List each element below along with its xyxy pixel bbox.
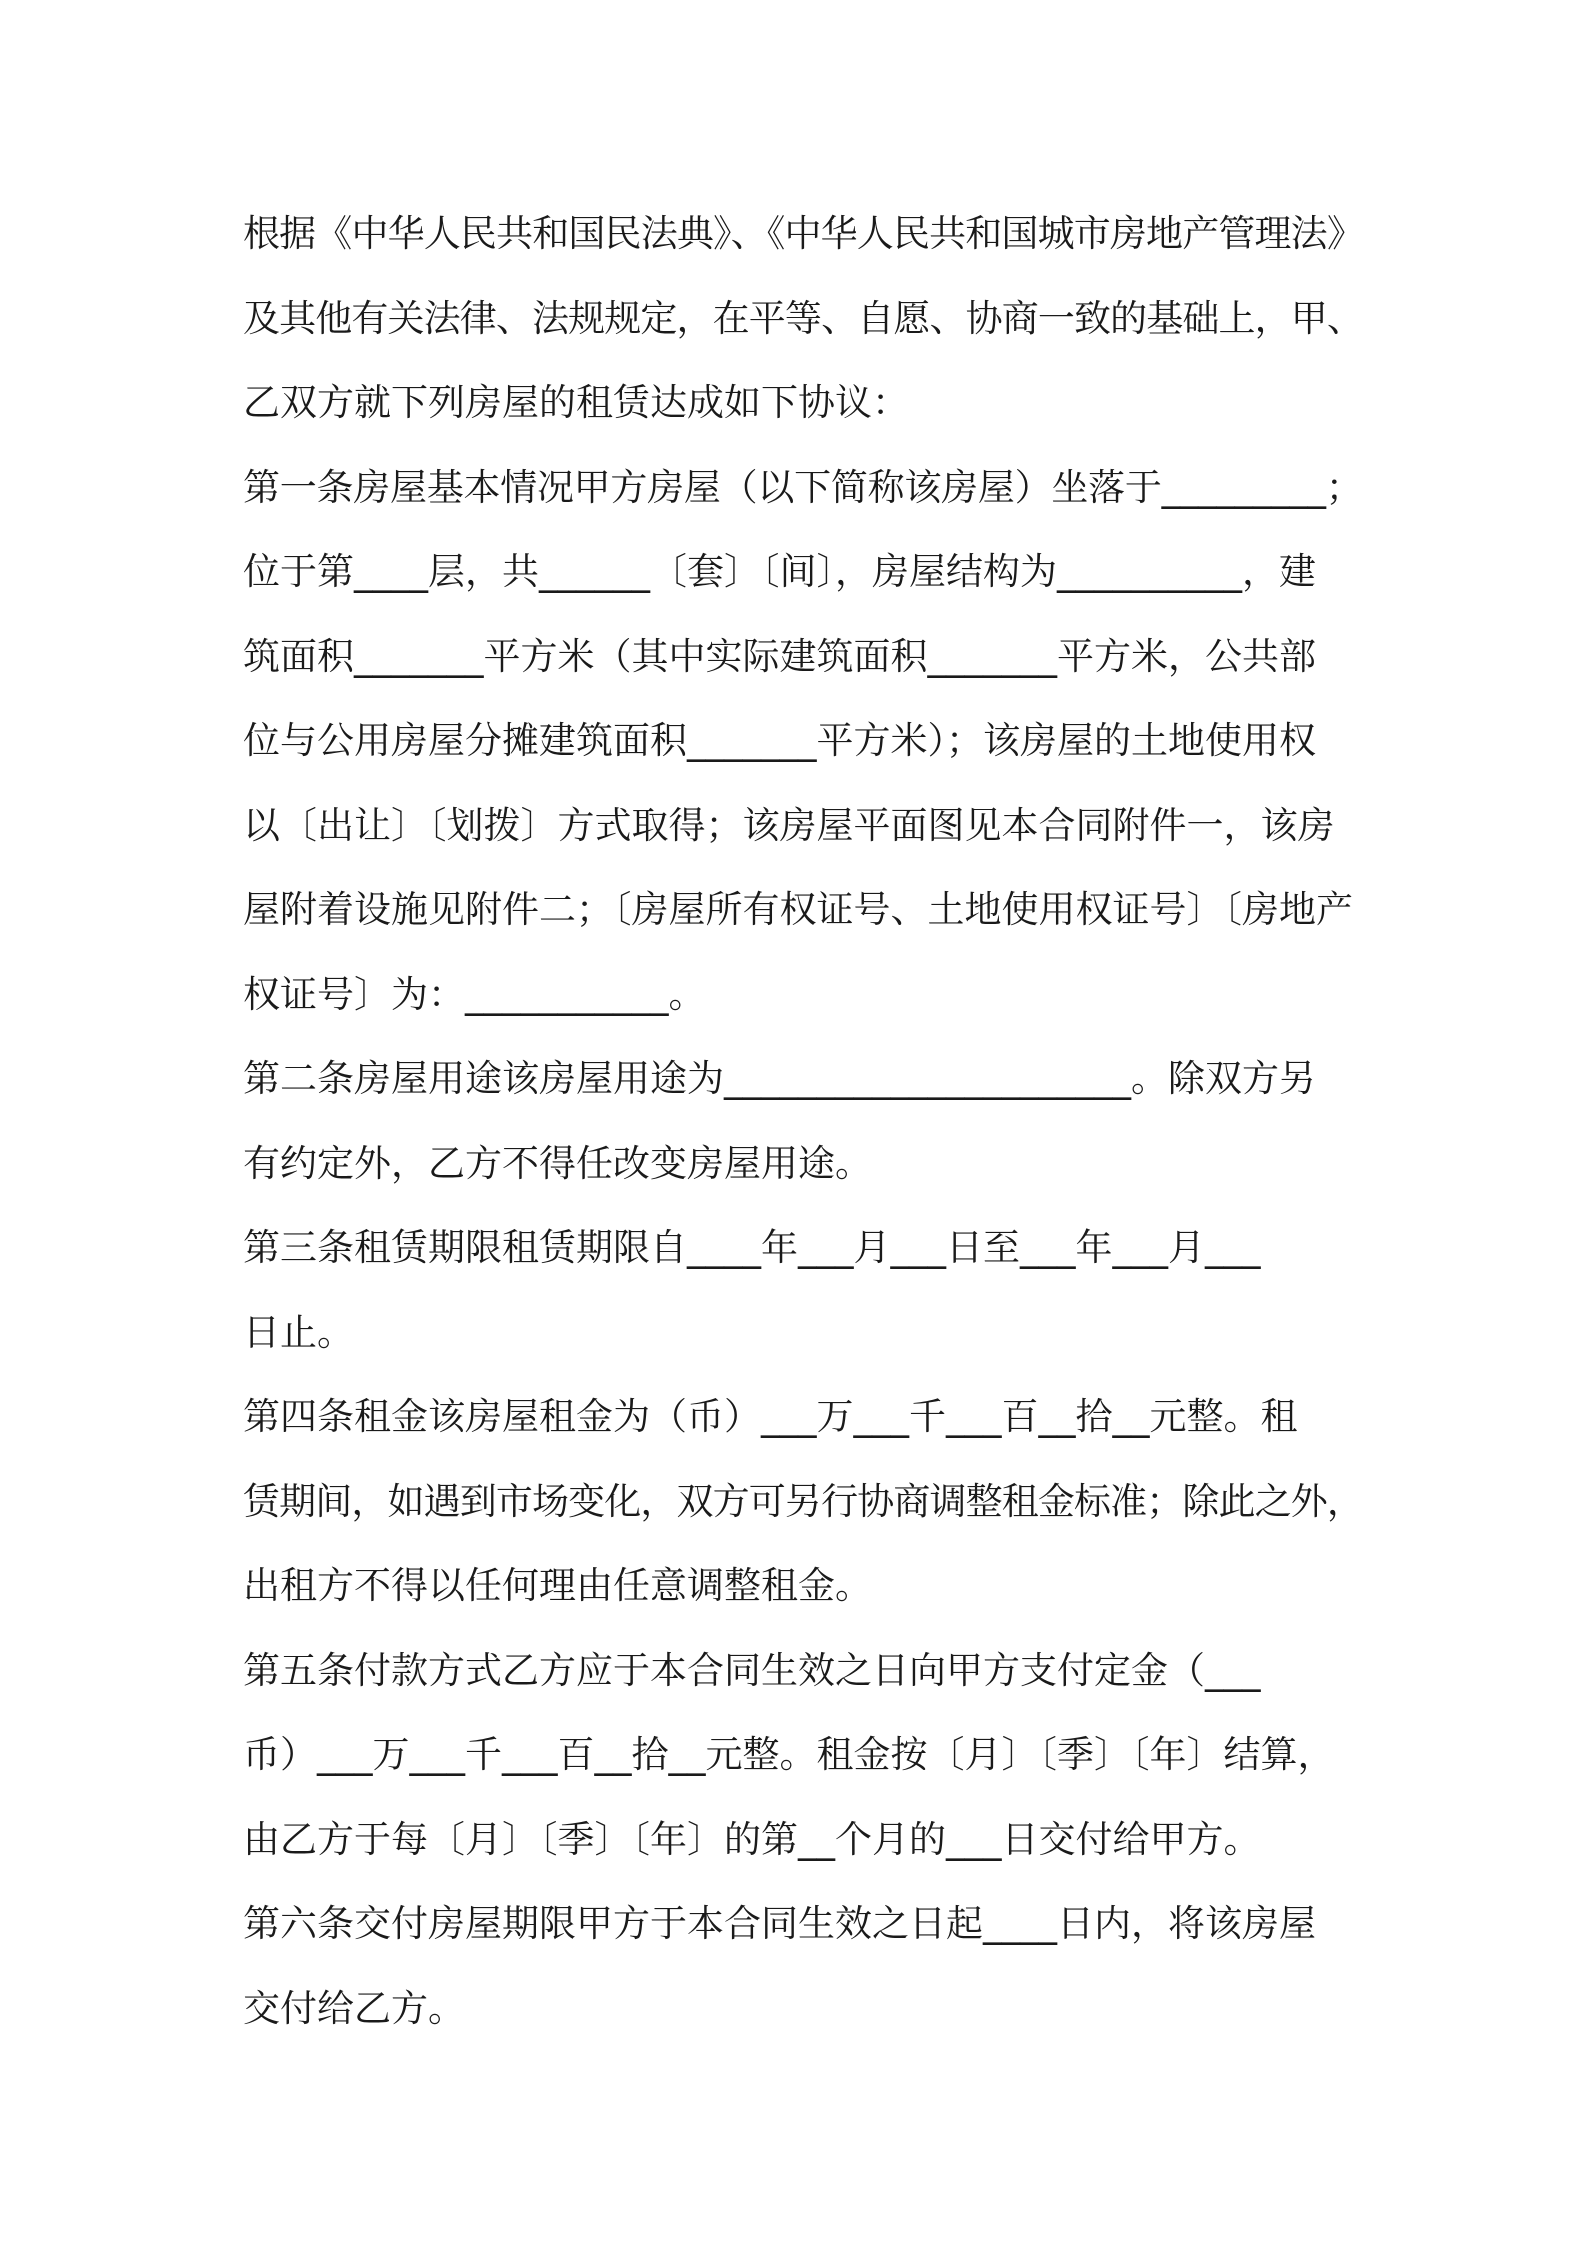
text-line: 乙双方就下列房屋的租赁达成如下协议： [243,381,909,424]
text-line: 有约定外，乙方不得任改变房屋用途。 [243,1141,872,1185]
text-line: 屋附着设施见附件二；〔房屋所有权证号、土地使用权证号〕〔房地产 [243,888,1353,931]
text-line: 赁期间，如遇到市场变化，双方可另行协商调整租金标准；除此之外， [243,1479,1363,1523]
clause-6-line: 第六条交付房屋期限甲方于本合同生效之日起____日内，将该房屋 [243,1902,1316,1945]
clause-1-line: 第一条房屋基本情况甲方房屋（以下简称该房屋）坐落于_________； [243,465,1363,509]
text-line: 位于第____层，共______〔套〕〔间〕，房屋结构为__________，建 [243,550,1316,593]
clause-4-line: 第四条租金该房屋租金为（币）___万___千___百__拾__元整。租 [243,1395,1298,1438]
contract-body [243,192,1363,2051]
text-line: 筑面积_______平方米（其中实际建筑面积_______平方米，公共部 [243,634,1316,678]
clause-2-line: 第二条房屋用途该房屋用途为______________________。除双方另 [243,1057,1316,1100]
text-line: 权证号〕为：___________。 [243,972,706,1016]
text-line: 出租方不得以任何理由任意调整租金。 [243,1564,872,1607]
text-line: 交付给乙方。 [243,1986,465,2030]
text-line: 币）___万___千___百__拾__元整。租金按〔月〕〔季〕〔年〕结算， [243,1733,1335,1776]
text-line: 位与公用房屋分摊建筑面积_______平方米）；该房屋的土地使用权 [243,719,1316,762]
text-line: 及其他有关法律、法规规定，在平等、自愿、协商一致的基础上，甲、 [243,296,1363,340]
text-line: 日止。 [243,1310,354,1354]
clause-5-line: 第五条付款方式乙方应于本合同生效之日向甲方支付定金（___ [243,1648,1261,1692]
text-line: 由乙方于每〔月〕〔季〕〔年〕的第__个月的___日交付给甲方。 [243,1817,1261,1861]
text-line: 以〔出让〕〔划拨〕方式取得；该房屋平面图见本合同附件一，该房 [243,803,1335,847]
text-line: 根据《中华人民共和国民法典》、《中华人民共和国城市房地产管理法》 [243,212,1363,255]
clause-3-line: 第三条租赁期限租赁期限自____年___月___日至___年___月___ [243,1226,1261,1269]
